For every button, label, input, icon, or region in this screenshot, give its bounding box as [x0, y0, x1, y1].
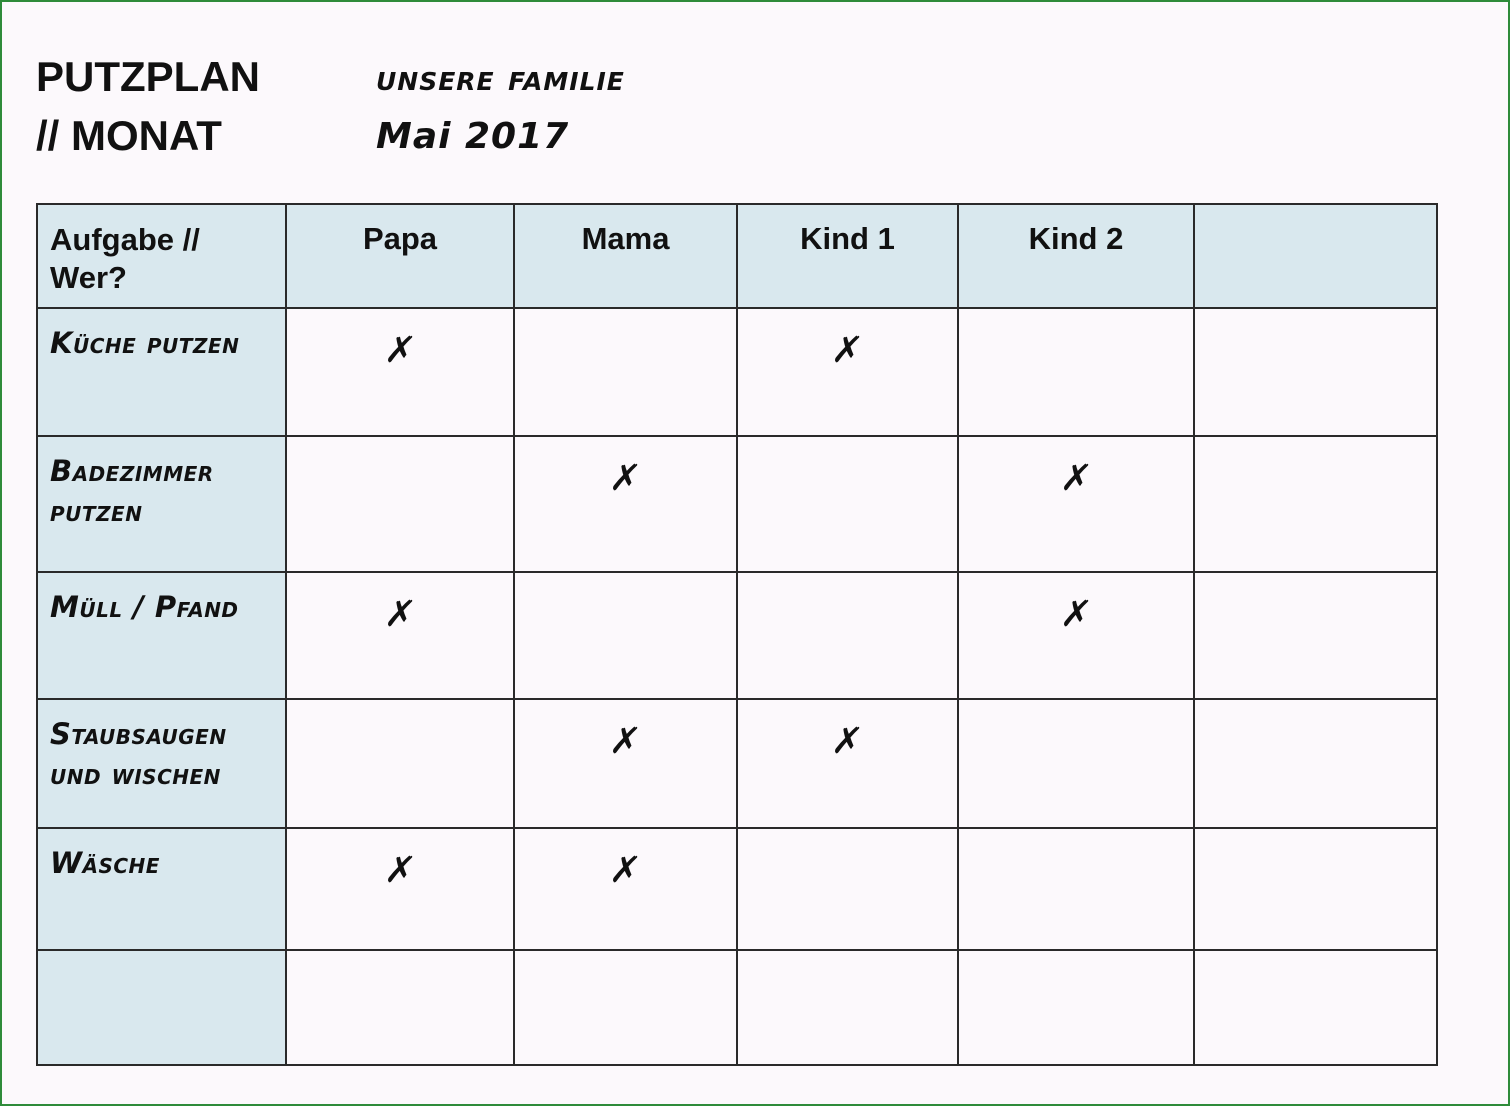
x-mark-icon: ✗	[382, 330, 419, 371]
header-cell-papa: Papa	[286, 204, 514, 308]
x-mark-icon: ✗	[382, 594, 419, 635]
x-mark-icon: ✗	[829, 330, 866, 371]
assignment-cell	[737, 699, 958, 828]
assignment-cell	[737, 308, 958, 436]
x-mark-icon: ✗	[382, 850, 419, 891]
assignment-cell	[737, 950, 958, 1065]
x-mark-icon: ✗	[607, 850, 644, 891]
assignment-cell	[1194, 572, 1437, 699]
assignment-cell	[958, 699, 1194, 828]
header-cell-empty	[1194, 204, 1437, 308]
assignment-cell	[737, 572, 958, 699]
watermark	[44, 1054, 47, 1065]
assignment-cell	[1194, 308, 1437, 436]
table-row	[37, 572, 1437, 699]
x-mark-icon: ✗	[1058, 458, 1095, 499]
header-cell-kind-1: Kind 1	[737, 204, 958, 308]
assignment-cell	[958, 950, 1194, 1065]
task-cell: Müll / Pfand	[37, 572, 286, 699]
assignment-cell	[1194, 828, 1437, 950]
header-task-line1: Aufgabe //	[50, 222, 200, 257]
assignment-cell	[286, 950, 514, 1065]
title-monat: // MONAT	[36, 112, 222, 159]
task-cell: Staubsaugen und wischen	[37, 699, 286, 828]
assignment-cell	[514, 572, 737, 699]
task-cell: Wäsche	[37, 828, 286, 950]
title-putzplan: PUTZPLAN	[36, 53, 260, 100]
x-mark-icon: ✗	[829, 721, 866, 762]
table-row	[37, 436, 1437, 572]
table-row	[37, 828, 1437, 950]
assignment-cell	[514, 950, 737, 1065]
assignment-cell	[286, 436, 514, 572]
assignment-cell	[514, 699, 737, 828]
family-name: unsere familie	[376, 58, 625, 99]
table-row	[37, 308, 1437, 436]
assignment-cell	[1194, 950, 1437, 1065]
assignment-cell	[958, 572, 1194, 699]
assignment-cell	[958, 308, 1194, 436]
assignment-cell	[1194, 436, 1437, 572]
assignment-cell	[514, 308, 737, 436]
assignment-cell	[737, 436, 958, 572]
task-cell: Küche putzen	[37, 308, 286, 436]
header-cell-task	[37, 204, 286, 308]
table-header-row	[37, 204, 1437, 308]
assignment-cell	[958, 828, 1194, 950]
table-row	[37, 950, 1437, 1065]
assignment-cell	[286, 699, 514, 828]
header-cell-kind-2: Kind 2	[958, 204, 1194, 308]
assignment-cell	[286, 572, 514, 699]
month-label: Mai 2017	[376, 116, 570, 157]
assignment-cell	[737, 828, 958, 950]
assignment-cell	[514, 436, 737, 572]
header-cell-mama: Mama	[514, 204, 737, 308]
task-cell	[37, 950, 286, 1065]
x-mark-icon: ✗	[1058, 594, 1095, 635]
assignment-cell	[286, 308, 514, 436]
schedule-table	[36, 203, 1438, 1066]
x-mark-icon: ✗	[607, 458, 644, 499]
table-row	[37, 699, 1437, 828]
assignment-cell	[514, 828, 737, 950]
assignment-cell	[286, 828, 514, 950]
task-cell: Badezimmer putzen	[37, 436, 286, 572]
header-task-line2: Wer?	[50, 260, 127, 295]
x-mark-icon: ✗	[607, 721, 644, 762]
assignment-cell	[1194, 699, 1437, 828]
assignment-cell	[958, 436, 1194, 572]
